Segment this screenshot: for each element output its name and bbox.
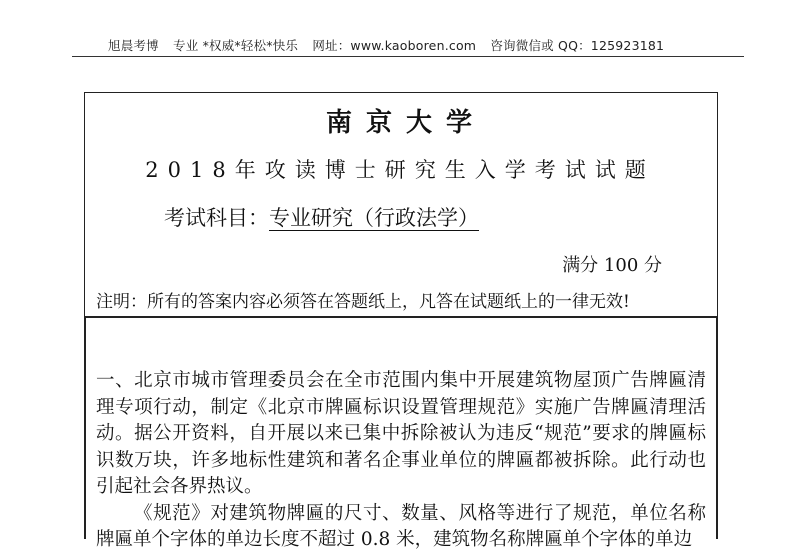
header-divider xyxy=(72,56,744,57)
exam-notice: 注明：所有的答案内容必须答在答题纸上，凡答在试题纸上的一律无效! xyxy=(96,292,630,312)
site-website: 网址：www.kaoboren.com xyxy=(312,38,477,53)
question-body xyxy=(96,368,706,554)
box-left-border xyxy=(84,316,86,539)
subject-value: 专业研究（行政法学） xyxy=(269,206,479,230)
exam-box-divider xyxy=(84,316,718,318)
box-right-border xyxy=(716,316,718,539)
university-title: 南京大学 xyxy=(325,108,486,138)
site-name: 旭晨考博 xyxy=(108,38,159,53)
subject-label: 考试科目： xyxy=(164,206,269,230)
site-contact: 咨询微信或 QQ：125923181 xyxy=(490,38,665,53)
page-header xyxy=(0,0,800,60)
question-paragraph: 《规范》对建筑物牌匾的尺寸、数量、风格等进行了规范，单位名称牌匾单个字体的单边长度不超过 0.8 米，建筑物名称牌匾单个字体的单边 xyxy=(96,502,706,550)
exam-title: 2018年攻读博士研究生入学考试试题 xyxy=(145,158,655,182)
question-paragraph: 一、北京市城市管理委员会在全市范围内集中开展建筑物屋顶广告牌匾清理专项行动，制定《北京市牌匾标识设置管理规范》实施广告牌匾清理活动。据公开资料，自开展以来已集中拆除被认为违反“规范”要求的牌匾标识数万块，许多地标性建筑和著名企事业单位的牌匾都被拆除。此行动也引起社会各界热议。 xyxy=(96,370,706,497)
exam-subject xyxy=(164,202,479,232)
site-slogan: 专业 *权威*轻松*快乐 xyxy=(173,38,299,53)
full-score: 满分 100 分 xyxy=(562,255,662,276)
header-line xyxy=(108,36,674,54)
